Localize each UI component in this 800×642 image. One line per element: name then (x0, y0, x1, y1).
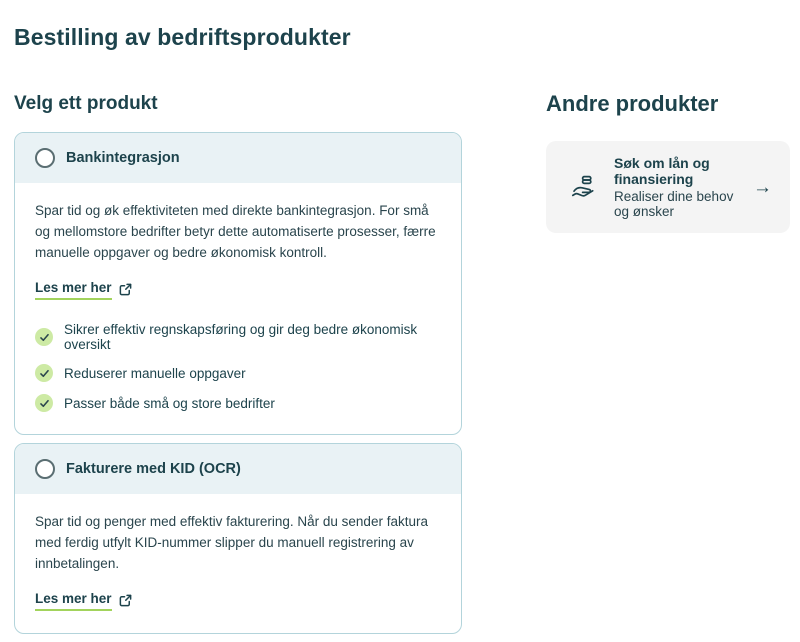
loan-card-text (614, 155, 743, 219)
benefit-item (35, 364, 441, 382)
benefit-text: Passer både små og store bedrifter (64, 395, 275, 411)
product-radio-row-fakturere-kid[interactable] (15, 444, 461, 494)
product-card-body (15, 494, 461, 633)
arrow-right-icon: → (753, 176, 772, 198)
check-icon (35, 328, 53, 346)
page-title: Bestilling av bedriftsprodukter (14, 24, 351, 50)
product-card-fakturere-kid (14, 443, 462, 634)
product-name: Fakturere med KID (OCR) (66, 461, 241, 478)
other-products-heading: Andre produkter (546, 91, 719, 116)
loan-financing-card[interactable] (546, 141, 790, 233)
external-link-icon (118, 282, 133, 297)
product-description: Spar tid og øk effektiviteten med direkte bankintegrasjon. For små og mellomstore bedrifter betyr dette automatiserte prosesser, færre manuelle oppgaver og bedre økonomisk kontroll. (35, 203, 436, 261)
product-radio-row-bankintegrasjon[interactable] (15, 133, 461, 183)
check-icon (35, 364, 53, 382)
benefit-item (35, 322, 441, 352)
read-more-link-fakturere-kid[interactable] (35, 591, 133, 611)
benefit-list (35, 322, 441, 412)
hand-coins-icon (570, 174, 597, 201)
read-more-link-bankintegrasjon[interactable] (35, 280, 133, 300)
external-link-icon (118, 593, 133, 608)
content-columns (14, 93, 786, 642)
check-icon (35, 394, 53, 412)
benefit-text: Reduserer manuelle oppgaver (64, 365, 246, 381)
benefit-text: Sikrer effektiv regnskapsføring og gir deg bedre økonomisk oversikt (64, 322, 418, 353)
product-select-section (14, 93, 462, 642)
product-name: Bankintegrasjon (66, 150, 180, 166)
radio-button-bankintegrasjon[interactable] (35, 148, 55, 168)
products-section-heading: Velg ett produkt (14, 93, 158, 114)
read-more-label: Les mer her (35, 591, 112, 611)
loan-card-subtitle: Realiser dine behov og ønsker (614, 189, 734, 219)
read-more-label: Les mer her (35, 280, 112, 300)
product-card-bankintegrasjon (14, 132, 462, 435)
product-description: Spar tid og penger med effektiv fakturering. Når du sender faktura med ferdig utfylt KID-nummer slipper du manuell registrering av innbetalingen. (35, 514, 428, 572)
benefit-item (35, 394, 441, 412)
product-card-body (15, 183, 461, 434)
radio-button-fakturere-kid[interactable] (35, 459, 55, 479)
other-products-section (546, 93, 790, 642)
loan-card-title: Søk om lån og finansiering (614, 155, 710, 187)
